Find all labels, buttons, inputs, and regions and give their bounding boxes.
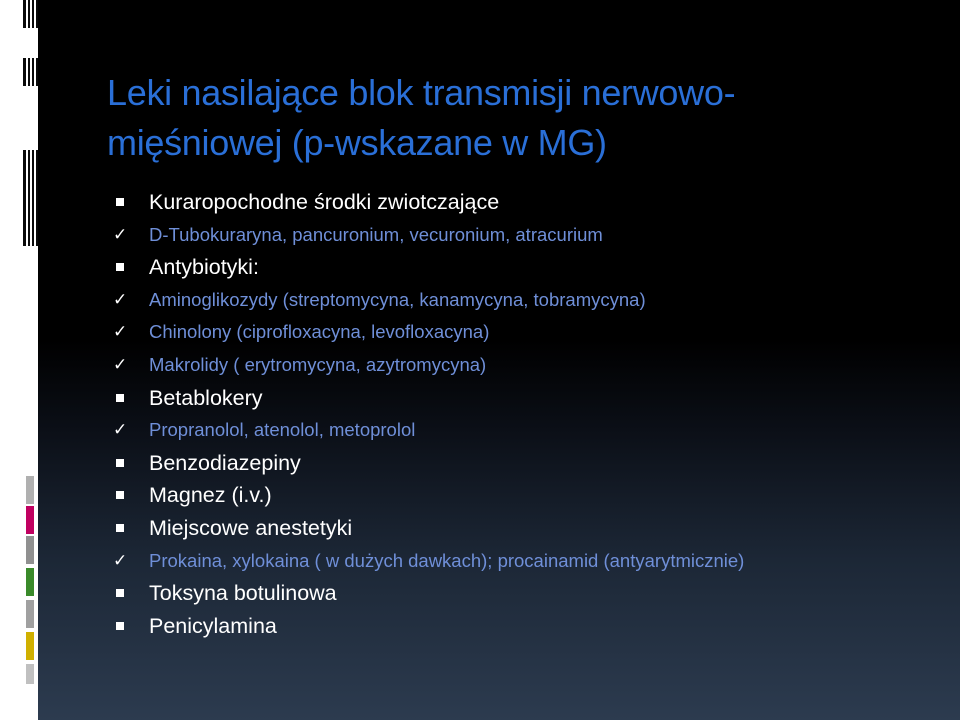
list-item xyxy=(107,479,927,512)
checkmark-bullet-icon xyxy=(115,316,131,349)
list-item xyxy=(107,284,927,317)
list-item-text: Miejscowe anestetyki xyxy=(149,515,353,540)
checkmark-bullet-icon xyxy=(115,545,131,578)
list-item xyxy=(107,610,927,643)
list-item-text: Kuraropochodne środki zwiotczające xyxy=(149,190,500,214)
checkmark-bullet-icon xyxy=(115,219,131,252)
square-bullet-icon xyxy=(115,251,131,284)
list-item-text: Antybiotyki: xyxy=(149,255,259,280)
list-item-text: Aminoglikozydy (streptomycyna, kanamycyna, tobramycyna) xyxy=(149,288,646,310)
bullet-list xyxy=(107,186,927,642)
list-item-text: Chinolony (ciprofloxacyna, levofloxacyna) xyxy=(149,321,490,343)
list-item xyxy=(107,447,927,480)
square-bullet-icon xyxy=(115,610,131,643)
square-bullet-icon xyxy=(115,186,131,219)
vertical-stripes-decoration xyxy=(23,0,38,246)
list-item xyxy=(107,512,927,545)
list-item-text: Propranolol, atenolol, metoprolol xyxy=(149,419,416,441)
square-bullet-icon xyxy=(115,447,131,480)
slide-title: Leki nasilające blok transmisji nerwowo-mięśniowej (p-wskazane w MG) xyxy=(107,72,736,163)
list-item xyxy=(107,316,927,349)
list-item-text: Betablokery xyxy=(149,385,263,410)
list-item-text: Penicylamina xyxy=(149,613,277,638)
list-item-text: Makrolidy ( erytromycyna, azytromycyna) xyxy=(149,353,487,375)
list-item xyxy=(107,577,927,610)
list-item xyxy=(107,545,927,578)
square-bullet-icon xyxy=(115,577,131,610)
square-bullet-icon xyxy=(115,479,131,512)
list-item-text: Toksyna botulinowa xyxy=(149,581,337,606)
square-bullet-icon xyxy=(115,382,131,415)
checkmark-bullet-icon xyxy=(115,349,131,382)
checkmark-bullet-icon xyxy=(115,414,131,447)
color-blocks-decoration xyxy=(26,476,38,688)
list-item xyxy=(107,382,927,415)
square-bullet-icon xyxy=(115,512,131,545)
list-item xyxy=(107,186,927,219)
list-item-text: Benzodiazepiny xyxy=(149,450,301,475)
list-item xyxy=(107,251,927,284)
list-item-text: Prokaina, xylokaina ( w dużych dawkach); procainamid (antyarytmicznie) xyxy=(149,549,745,571)
list-item-text: D-Tubokuraryna, pancuronium, vecuronium, atracurium xyxy=(149,223,603,245)
list-item xyxy=(107,349,927,382)
list-item xyxy=(107,414,927,447)
list-item xyxy=(107,219,927,252)
checkmark-bullet-icon xyxy=(115,284,131,317)
list-item-text: Magnez (i.v.) xyxy=(149,483,272,508)
